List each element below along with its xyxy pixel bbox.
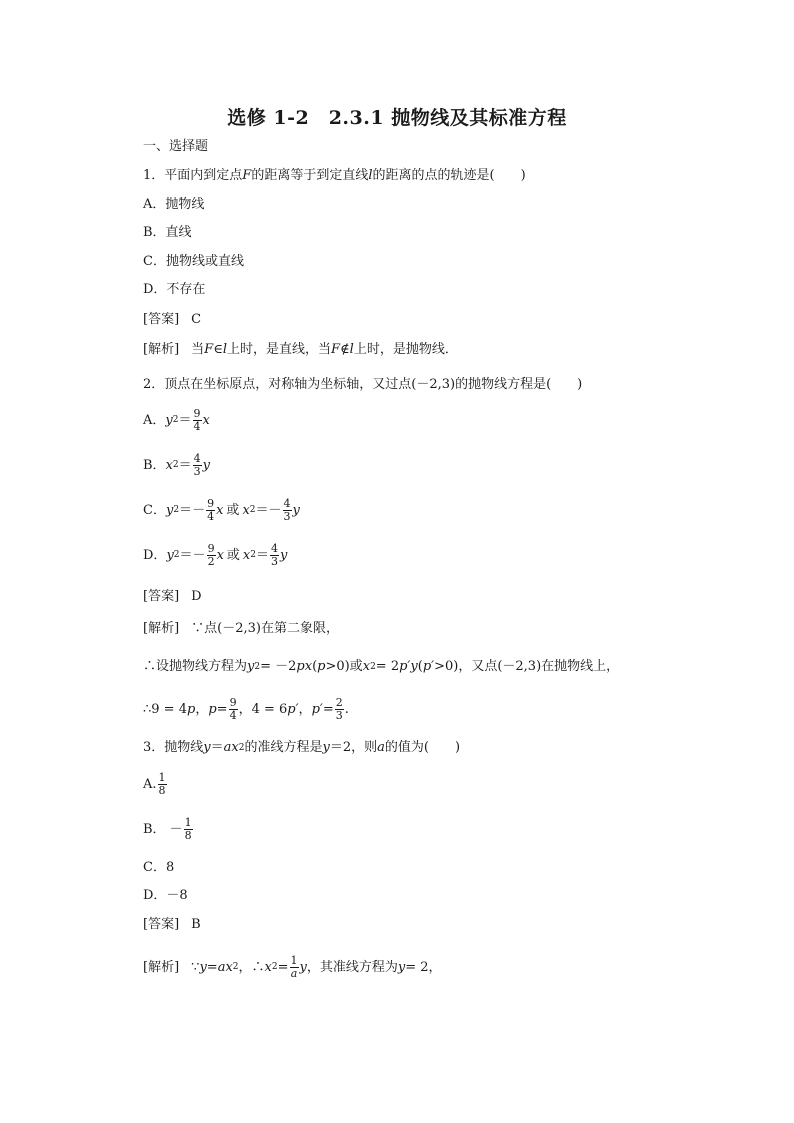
q1-answer-value: C — [191, 312, 202, 327]
fraction — [290, 955, 299, 979]
var-ax: ax — [217, 959, 233, 975]
numerator: 4 — [283, 497, 291, 510]
var-x: x — [264, 959, 272, 975]
q1-var-l: l — [368, 168, 373, 183]
var-y: y — [247, 659, 255, 674]
q2-answer-value: D — [191, 589, 202, 604]
q1-text-3: 的距离的点的轨迹是( ) — [372, 168, 526, 183]
fraction — [207, 543, 216, 567]
text: ∴设抛物线方程为 — [143, 659, 248, 674]
text: 的值为( ) — [384, 740, 461, 755]
section-heading: 一、选择题 — [143, 139, 209, 154]
minus: － — [192, 502, 206, 518]
var-y: y — [165, 412, 173, 428]
denominator: 3 — [271, 554, 279, 568]
text: ∵ — [191, 959, 200, 975]
analysis-tag: [解析] — [143, 621, 180, 636]
document-title: 选修 1-2 2.3.1 抛物线及其标准方程 — [227, 107, 567, 129]
text: ，4 = 6 — [238, 701, 288, 717]
denominator: 3 — [335, 708, 343, 722]
denominator: 8 — [184, 828, 192, 842]
text: ( — [312, 659, 318, 674]
q1-option-d: D．不存在 — [143, 282, 206, 297]
numerator: 2 — [335, 696, 343, 709]
var-a: a — [377, 740, 385, 755]
text: = 2 — [375, 659, 400, 674]
var-x: x — [216, 547, 224, 563]
numerator: 9 — [207, 497, 215, 510]
text: = — [322, 701, 334, 717]
equals: ＝ — [178, 412, 192, 428]
equals: ＝ — [255, 502, 269, 518]
var-y: y — [322, 740, 330, 755]
denominator: 3 — [193, 464, 201, 478]
fraction — [335, 697, 344, 721]
q3-option-d: D．－8 — [143, 888, 188, 903]
fraction — [158, 772, 167, 796]
text: = 2， — [405, 959, 442, 975]
text: = — [216, 701, 228, 717]
denominator: 3 — [283, 509, 291, 523]
numerator: 9 — [207, 542, 215, 555]
option-label: B． — [143, 821, 166, 837]
q1-analysis-text-1: 当 — [191, 342, 205, 357]
q1-option-b: B．直线 — [143, 225, 192, 240]
q3-option-a — [143, 772, 168, 796]
numerator: 4 — [193, 452, 201, 465]
numerator: 9 — [193, 407, 201, 420]
option-label: A． — [143, 412, 166, 428]
fraction — [184, 817, 193, 841]
text: 3．抛物线 — [143, 740, 204, 755]
var-y: y — [299, 959, 307, 975]
option-label: A. — [143, 776, 157, 792]
numerator: 1 — [158, 771, 166, 784]
fraction — [229, 697, 238, 721]
denominator: 4 — [193, 419, 201, 433]
var-p: p — [317, 659, 326, 674]
text: ( — [417, 659, 423, 674]
var-p: p — [186, 701, 196, 717]
var-x: x — [242, 547, 251, 563]
q2-analysis — [143, 622, 339, 635]
text: ＝2，则 — [329, 740, 378, 755]
var-x: x — [202, 412, 210, 428]
q1-option-a: A．抛物线 — [143, 197, 205, 212]
q3-answer — [143, 918, 201, 931]
denominator: 4 — [207, 509, 215, 523]
q3-option-c: C．8 — [143, 860, 175, 875]
q1-analysis-cond-1: F∈l — [204, 342, 227, 357]
var-y: y — [203, 740, 211, 755]
q2-option-b: B． x 2 ＝ $\frac{4}{3}$ y — [143, 452, 211, 478]
minus: － — [169, 821, 183, 837]
text: 的准线方程是 — [244, 740, 323, 755]
var-p-prime: p′ — [422, 659, 435, 674]
var-p-prime: p′ — [287, 701, 299, 717]
var-y: y — [292, 502, 300, 518]
q1-analysis — [143, 343, 458, 356]
denominator: a — [290, 966, 298, 980]
fraction — [206, 498, 215, 522]
q2-option-d: D． y 2 ＝ － $\frac{9}{2}$ x 或 x 2 ＝ $\frac{4}{3}$ y — [143, 542, 288, 568]
q3-analysis: [解析] ∵ y = ax 2 ，∴ x 2 = $\frac{1}{a}$ y ，其准线方程为 y = 2， — [143, 954, 442, 980]
var-y: y — [166, 547, 174, 563]
text: ∴9 = 4 — [143, 701, 187, 717]
q1-text-1: 1．平面内到定点 — [143, 168, 243, 183]
text: = －2 — [260, 659, 297, 674]
var-x: x — [216, 502, 224, 518]
answer-tag: [答案] — [143, 917, 180, 932]
question-2-stem: 2．顶点在坐标原点，对称轴为坐标轴，又过点(－2,3)的抛物线方程是( ) — [143, 377, 583, 392]
var-p-prime: p′ — [399, 659, 411, 674]
numerator: 4 — [271, 542, 279, 555]
q2-analysis-line-2: ∴设抛物线方程为 y 2 = －2 px ( p >0)或 x 2 = 2 p′ y ( p′ >0)，又点(－2,3)在抛物线上， — [143, 659, 620, 674]
q1-analysis-cond-2: F∉l — [331, 342, 354, 357]
q1-option-c: C．抛物线或直线 — [143, 254, 244, 269]
var-ax: ax — [223, 740, 239, 755]
q2-option-a: A． y 2 ＝ $\frac{9}{4}$ x — [143, 407, 210, 433]
var-p: p — [208, 701, 217, 717]
denominator: 8 — [158, 783, 166, 797]
analysis-tag: [解析] — [143, 342, 180, 357]
q2-analysis-line-1: ∵点(－2,3)在第二象限， — [191, 621, 339, 636]
fraction — [270, 543, 279, 567]
var-px: px — [296, 659, 313, 674]
numerator: 1 — [290, 954, 298, 967]
numerator: 1 — [184, 816, 192, 829]
var-p-prime: p′ — [311, 701, 323, 717]
or-word: 或 — [226, 502, 240, 518]
or-word: 或 — [226, 547, 240, 563]
q1-analysis-text-2: 上时，是直线，当 — [226, 342, 331, 357]
q1-var-f: F — [242, 168, 252, 183]
q1-answer — [143, 313, 201, 326]
text: >0)或 — [325, 659, 363, 674]
q2-option-c: C． y 2 ＝ － $\frac{9}{4}$ x 或 x 2 ＝ － $\frac{4}{3}$ y — [143, 497, 300, 523]
text: >0)，又点(－2,3)在抛物线上， — [434, 659, 620, 674]
var-y: y — [199, 959, 207, 975]
text: ，∴ — [238, 959, 265, 975]
var-x: x — [362, 659, 371, 674]
denominator: 4 — [229, 708, 237, 722]
question-3-stem: 3．抛物线 y ＝ ax 2 的准线方程是 y ＝2，则 a 的值为( ) — [143, 740, 461, 755]
q2-answer — [143, 590, 202, 603]
option-label: B． — [143, 457, 166, 473]
var-x: x — [242, 502, 250, 518]
answer-tag: [答案] — [143, 589, 180, 604]
text: ，其准线方程为 — [306, 959, 398, 975]
text: ， — [298, 701, 312, 717]
equals: ＝ — [178, 457, 192, 473]
denominator: 2 — [207, 554, 215, 568]
q3-option-b — [143, 817, 194, 841]
equals: ＝ — [179, 547, 193, 563]
minus: － — [268, 502, 282, 518]
text: = — [277, 959, 289, 975]
equals: ＝ — [256, 547, 270, 563]
text: = — [206, 959, 218, 975]
minus: － — [192, 547, 206, 563]
equals: ＝ — [179, 502, 193, 518]
q3-answer-value: B — [191, 917, 201, 932]
text: . — [344, 701, 349, 717]
text: ， — [195, 701, 209, 717]
var-y: y — [280, 547, 288, 563]
text: ＝ — [210, 740, 224, 755]
answer-tag: [答案] — [143, 312, 180, 327]
q1-analysis-text-3: 上时，是抛物线． — [353, 342, 458, 357]
q2-analysis-line-3 — [143, 697, 349, 721]
var-y: y — [165, 502, 174, 518]
fraction — [193, 453, 202, 477]
var-y: y — [202, 457, 211, 473]
option-label: C． — [143, 502, 166, 518]
numerator: 9 — [229, 696, 237, 709]
analysis-tag: [解析] — [143, 959, 180, 975]
q1-text-2: 的距离等于到定直线 — [251, 168, 369, 183]
var-y: y — [410, 659, 418, 674]
fraction — [193, 408, 202, 432]
fraction — [283, 498, 292, 522]
option-label: D． — [143, 547, 167, 563]
question-1-stem — [143, 169, 526, 182]
var-x: x — [165, 457, 173, 473]
var-y: y — [397, 959, 406, 975]
